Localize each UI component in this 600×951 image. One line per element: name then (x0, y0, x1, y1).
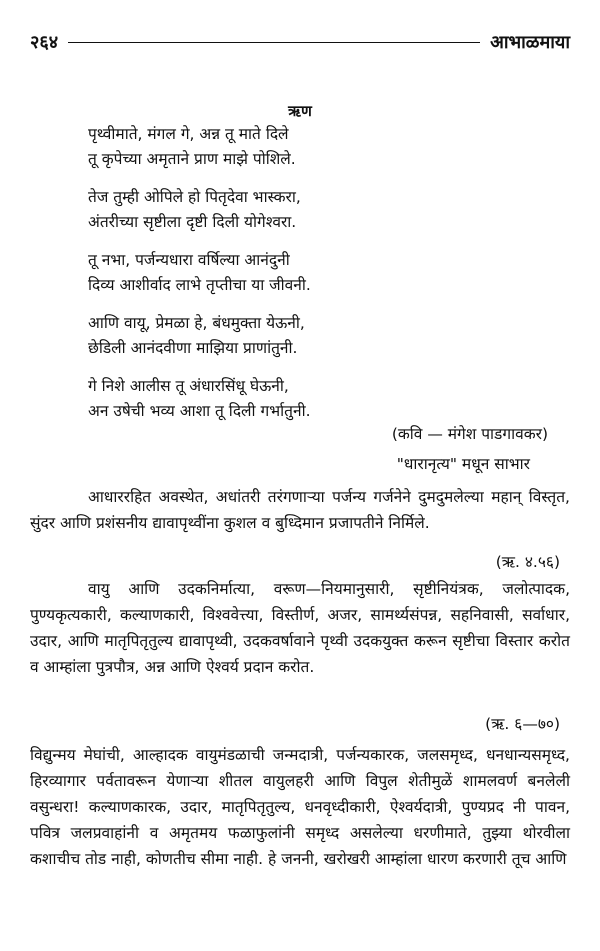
page-number: २६४ (30, 32, 59, 53)
paragraph-1 (30, 484, 570, 536)
poem-line: तेज तुम्ही ओपिले हो पितृदेवा भास्करा, (88, 188, 301, 206)
poem-line: अंतरीच्या सृष्टीला दृष्टी दिली योगेश्वरा. (88, 213, 297, 231)
poem-line: आणि वायू, प्रेमळा हे, बंधमुक्ता येऊनी, (88, 314, 305, 332)
page-header (30, 28, 570, 56)
poem-title: ऋण (288, 102, 312, 120)
poem-line: तू कृपेच्या अमृताने प्राण माझे पोशिले. (88, 150, 296, 168)
poem-line: छेडिली आनंदवीणा माझिया प्राणांतुनी. (88, 339, 298, 357)
poem-line: गे निशे आलीस तू अंधारसिंधू घेऊनी, (88, 377, 289, 395)
paragraph-reference: (ऋ. ४.५६) (495, 553, 560, 571)
poem-stanza (88, 374, 528, 424)
poem-stanza (88, 185, 528, 235)
poem-stanza (88, 122, 528, 172)
paragraph-text: आधाररहित अवस्थेत, अधांतरी तरंगणाऱ्या पर्जन्य गर्जनेने दुमदुमलेल्या महान् विस्तृत, सुंदर आणि प्रशंसनीय द्यावापृथ्वींना कुशल व बुध्दिमान प्रजापतीने निर्मिले. (30, 488, 570, 532)
poem-line: अन उषेची भव्य आशा तू दिली गर्भातुनी. (88, 402, 311, 420)
poem-stanza (88, 311, 528, 361)
paragraph-text: वायु आणि उदकनिर्मात्या, वरूण—नियमानुसारी, सृष्टीनियंत्रक, जलोत्पादक, पुण्यकृत्यकारी, कल्याणकारी, विश्ववेत्त्या, विस्तीर्ण, अजर, सामर्थ्यसंपन्न, सहनिवासी, सर्वाधार, उदार, आणि मातृपितृतुल्य द्यावापृथ्वी, उदकवर्षावाने पृथ्वी उदकयुक्त करून सृष्टीचा विस्तार करोत व आम्हांला पुत्रपौत्र, अन्न आणि ऐश्वर्य प्रदान करोत. (30, 580, 570, 676)
header-rule (68, 42, 480, 43)
paragraph-text: विद्युन्मय मेघांची, आल्हादक वायुमंडळाची जन्मदात्री, पर्जन्यकारक, जलसमृध्द, धनधान्यसमृध्द, हिरव्यागार पर्वतावरून येणाऱ्या शीतल वायुलहरी आणि विपुल शेतीमुळें शामलवर्ण बनलेली वसुन्धरा! कल्याणकारक, उदार, मातृपितृतुल्य, धनवृध्दीकारी, ऐश्वर्यदात्री, पुण्यप्रद नी पावन, पवित्र जलप्रवाहांनी व अमृतमय फळाफुलांनी समृध्द असलेल्या धरणीमाते, तुझ्या थोरवीला कशाचीच तोड नाही, कोणतीच सीमा नाही. हे जननी, खरोखरी आम्हांला धारण करणारी तूच आणि (30, 746, 570, 868)
paragraph-3 (30, 742, 570, 872)
poem-line: पृथ्वीमाते, मंगल गे, अन्न तू माते दिले (88, 125, 289, 143)
poem (88, 122, 528, 437)
poem-stanza (88, 248, 528, 298)
poem-credit-author: (कवि — मंगेश पाडगावकर) (391, 425, 548, 443)
poem-line: दिव्य आशीर्वाद लाभे तृप्तीचा या जीवनी. (88, 276, 311, 294)
poem-line: तू नभा, पर्जन्यधारा वर्षिल्या आनंदुनी (88, 251, 290, 269)
paragraph-reference: (ऋ. ६—७०) (485, 715, 560, 733)
running-title: आभाळमाया (490, 32, 570, 53)
poem-credit-source: "धारानृत्य" मधून साभार (396, 455, 530, 473)
paragraph-2 (30, 576, 570, 680)
